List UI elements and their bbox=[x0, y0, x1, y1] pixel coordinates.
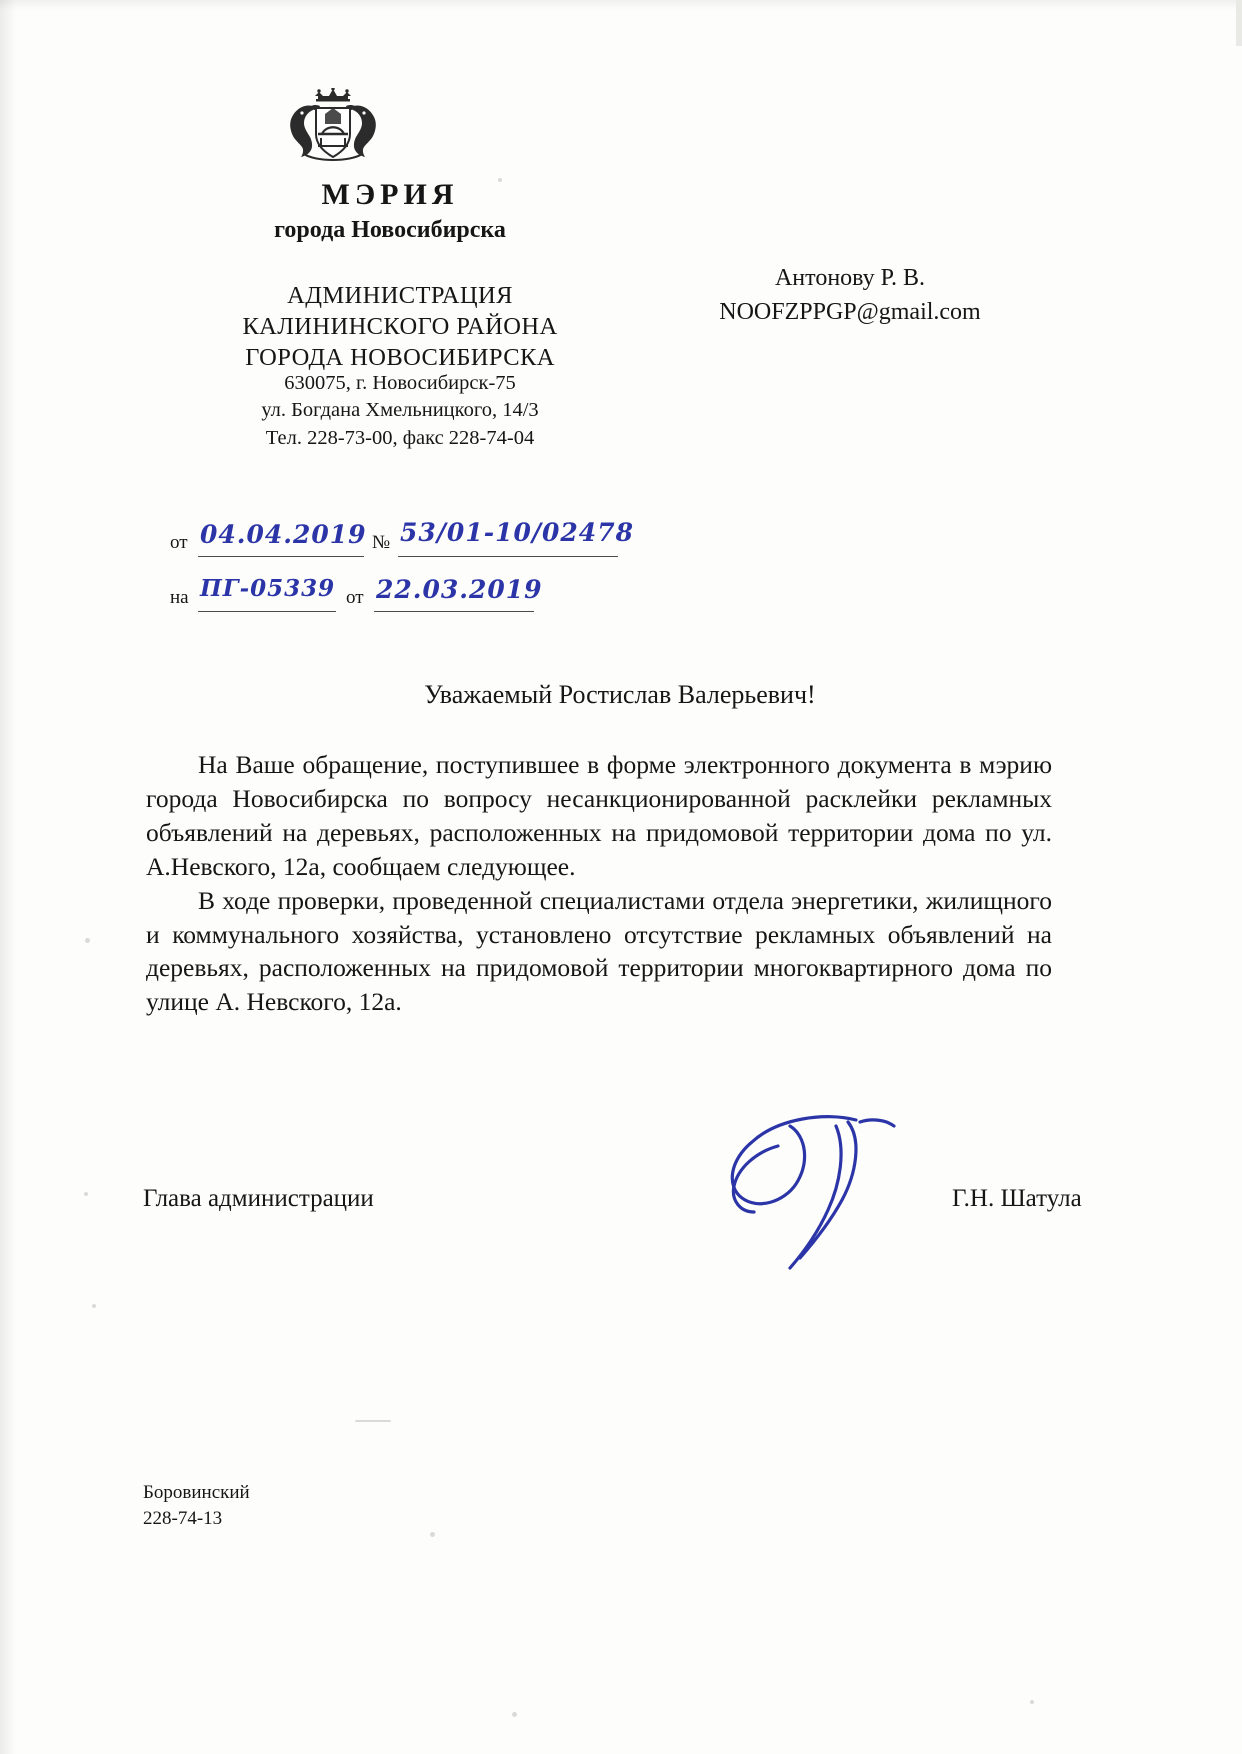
reference-number-value: 53/01-10/02478 bbox=[400, 518, 634, 547]
executor-name: Боровинский bbox=[143, 1482, 250, 1503]
contact-block bbox=[150, 370, 650, 452]
addressee-block bbox=[640, 262, 1060, 329]
scan-speck bbox=[1030, 1700, 1034, 1704]
coat-of-arms-icon bbox=[278, 88, 388, 170]
signatory-position: Глава администрации bbox=[143, 1185, 374, 1212]
administration-line-1: АДМИНИСТРАЦИЯ bbox=[287, 282, 513, 309]
reference-row-incoming bbox=[170, 577, 630, 623]
signatory-name: Г.Н. Шатула bbox=[952, 1185, 1082, 1212]
handwritten-signature-icon bbox=[660, 1110, 940, 1270]
reference-on-rule bbox=[198, 611, 336, 612]
organisation-subtitle: города Новосибирска bbox=[274, 217, 506, 243]
addressee-name: Антонову Р. В. bbox=[774, 265, 926, 291]
reference-on-date-label: от bbox=[346, 587, 364, 608]
reference-number-rule bbox=[398, 556, 618, 557]
administration-line-2: КАЛИНИНСКОГО РАЙОНА bbox=[242, 313, 558, 341]
scan-speck bbox=[92, 1304, 96, 1308]
scan-speck bbox=[355, 1420, 391, 1422]
scan-speck bbox=[85, 938, 90, 943]
executor-phone: 228-74-13 bbox=[143, 1507, 223, 1529]
page-edge-shadow-top bbox=[0, 0, 1242, 10]
reference-from-label: от bbox=[170, 532, 188, 553]
contact-phone-line: Тел. 228-73-00, факс 228-74-04 bbox=[265, 426, 535, 449]
page-edge-shadow-left bbox=[0, 0, 16, 1754]
reference-on-value: ПГ-05339 bbox=[200, 575, 336, 602]
administration-line-3: ГОРОДА НОВОСИБИРСКА bbox=[245, 344, 555, 372]
contact-street-line: ул. Богдана Хмельницкого, 14/3 bbox=[261, 399, 539, 422]
letter-paragraph-1: На Ваше обращение, поступившее в форме электронного документа в мэрию города Новосибирска по вопросу несанкционированной расклейки рекламных объявлений на деревьях, расположенных на придомовой территории дома по ул. А.Невского, 12а, сообщаем следующее. bbox=[146, 750, 1052, 881]
reference-from-value: 04.04.2019 bbox=[200, 520, 367, 549]
page-edge-strip-right bbox=[1236, 0, 1242, 46]
letter-greeting: Уважаемый Ростислав Валерьевич! bbox=[424, 680, 816, 709]
letter-body bbox=[146, 748, 1052, 1019]
reference-on-label: на bbox=[170, 587, 189, 608]
administration-block bbox=[150, 280, 650, 373]
reference-row-outgoing bbox=[170, 518, 634, 568]
reference-on-date-value: 22.03.2019 bbox=[376, 575, 543, 604]
contact-address-line: 630075, г. Новосибирск-75 bbox=[284, 372, 516, 394]
letter-paragraph-2: В ходе проверки, проведенной специалистами отдела энергетики, жилищного и коммунального хозяйства, установлено отсутствие рекламных объявлений на деревьях, расположенных на придомовой территории многоквартирного дома по улице А. Невского, 12а. bbox=[146, 885, 1052, 1017]
executor-block bbox=[143, 1480, 250, 1531]
reference-on-date-rule bbox=[374, 611, 534, 612]
organisation-title-block bbox=[150, 178, 630, 244]
scan-speck bbox=[84, 1192, 88, 1196]
organisation-title: МЭРИЯ bbox=[321, 178, 459, 211]
addressee-email: NOOFZPPGP@gmail.com bbox=[719, 298, 981, 325]
scan-speck bbox=[512, 1712, 517, 1717]
reference-from-rule bbox=[198, 556, 364, 557]
scan-speck bbox=[430, 1532, 435, 1537]
reference-number-label: № bbox=[372, 532, 391, 553]
